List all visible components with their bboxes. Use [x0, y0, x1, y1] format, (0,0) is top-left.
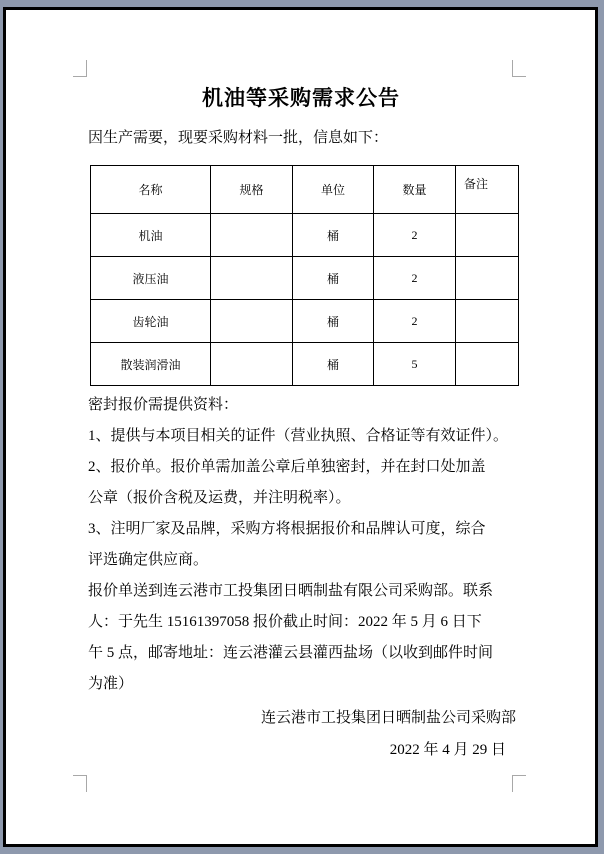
body-line: 午 5 点，邮寄地址：连云港灌云县灌西盐场（以收到邮件时间: [88, 645, 494, 661]
intro-paragraph: 因生产需要，现要采购材料一批，信息如下：: [88, 130, 389, 146]
signature-department: 连云港市工投集团日晒制盐公司采购部: [260, 710, 516, 726]
table-row: [91, 214, 519, 257]
document-title: 机油等采购需求公告: [202, 86, 400, 110]
body-line: 公章（报价含税及运费，并注明税率）。: [88, 490, 351, 506]
cell-note: [456, 343, 519, 386]
body-line: 为准）: [88, 676, 134, 692]
cell-name: 机油: [91, 214, 211, 257]
table-row: [91, 300, 519, 343]
cell-qty: 2: [374, 300, 456, 343]
body-line: 2、报价单。报价单需加盖公章后单独密封，并在封口处加盖: [88, 459, 486, 475]
margin-crop-mark-top-right: [512, 60, 526, 77]
cell-qty: 2: [374, 257, 456, 300]
cell-unit: 桶: [293, 257, 374, 300]
cell-note: [456, 214, 519, 257]
cell-name: 齿轮油: [91, 300, 211, 343]
body-line: 3、注明厂家及品牌，采购方将根据报价和品牌认可度，综合: [88, 521, 486, 537]
cell-spec: [211, 343, 293, 386]
table-row: [91, 343, 519, 386]
body-line: 报价单送到连云港市工投集团日晒制盐有限公司采购部。联系: [88, 583, 494, 599]
document-page: [3, 7, 598, 847]
column-header-unit: 单位: [293, 166, 374, 214]
cell-qty: 2: [374, 214, 456, 257]
body-line: 1、提供与本项目相关的证件（营业执照、合格证等有效证件）。: [88, 428, 509, 444]
body-text: [88, 390, 528, 700]
table-row: [91, 257, 519, 300]
signature-block: [88, 702, 516, 766]
column-header-note: 备注: [456, 166, 519, 214]
cell-unit: 桶: [293, 343, 374, 386]
table-header-row: [91, 166, 519, 214]
column-header-name: 名称: [91, 166, 211, 214]
body-line: 密封报价需提供资料：: [88, 397, 239, 413]
cell-unit: 桶: [293, 300, 374, 343]
column-header-spec: 规格: [211, 166, 293, 214]
cell-spec: [211, 214, 293, 257]
cell-unit: 桶: [293, 214, 374, 257]
cell-name: 散装润滑油: [91, 343, 211, 386]
procurement-items-table: [90, 165, 519, 386]
signature-date: 2022 年 4 月 29 日: [389, 742, 506, 758]
body-line: 评选确定供应商。: [88, 552, 209, 568]
margin-crop-mark-top-left: [73, 60, 87, 77]
cell-name: 液压油: [91, 257, 211, 300]
cell-spec: [211, 300, 293, 343]
cell-note: [456, 257, 519, 300]
cell-spec: [211, 257, 293, 300]
margin-crop-mark-bottom-left: [73, 775, 87, 792]
margin-crop-mark-bottom-right: [512, 775, 526, 792]
cell-note: [456, 300, 519, 343]
cell-qty: 5: [374, 343, 456, 386]
column-header-qty: 数量: [374, 166, 456, 214]
body-line: 人：于先生 15161397058 报价截止时间：2022 年 5 月 6 日下: [88, 614, 482, 630]
